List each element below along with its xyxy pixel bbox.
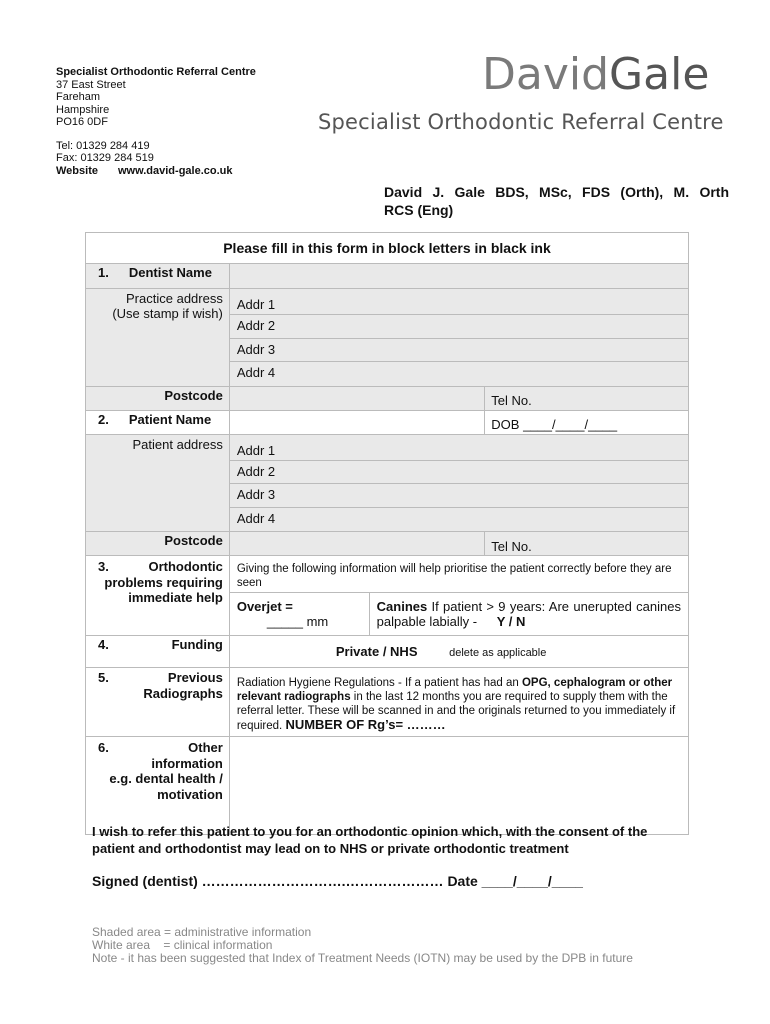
form-heading: Please fill in this form in block letters in black ink [86, 233, 689, 264]
sender-fax: Fax: 01329 284 519 [56, 152, 154, 164]
footer-white-note: White area = clinical information [92, 938, 273, 952]
radiographs-text1: Radiation Hygiene Regulations - If a patient has had an [236, 677, 522, 689]
sender-line4: PO16 0DF [56, 116, 108, 128]
funding-field[interactable] [229, 636, 688, 668]
sender-name: Specialist Orthodontic Referral Centre [56, 66, 256, 78]
sender-line2: Fareham [56, 91, 101, 103]
canines-question: If patient > 9 years: Are unerupted canines palpable labially - [376, 599, 681, 629]
other-label-line2: information [151, 755, 223, 771]
signature-line[interactable]: Signed (dentist) ………………………….………………… Date ____/____/____ [92, 873, 583, 889]
dob-label: DOB ____/____/____ [491, 416, 618, 432]
practice-address-field[interactable] [229, 289, 688, 387]
canines-field[interactable] [369, 593, 688, 636]
dob-field[interactable] [485, 410, 689, 434]
other-label-line4: motivation [157, 786, 223, 802]
dentist-name-field[interactable] [229, 264, 688, 289]
website-link[interactable]: www.david-gale.co.uk [117, 164, 233, 177]
section-number: 2. [98, 411, 109, 427]
practice-addr-4[interactable]: Addr 4 [236, 365, 276, 380]
logo-gale: Gale [609, 49, 710, 100]
canines-label: Canines [376, 599, 428, 614]
funding-options[interactable]: Private / NHS [335, 644, 418, 659]
logo [482, 50, 709, 100]
funding-text: Funding [171, 637, 223, 652]
patient-address-field[interactable] [229, 434, 688, 532]
footer-notes [92, 926, 633, 965]
patient-addr-3[interactable]: Addr 3 [230, 484, 688, 508]
overjet-label: Overjet = [236, 599, 293, 614]
ortho-label-line3: immediate help [128, 590, 223, 605]
patient-addr-2[interactable]: Addr 2 [230, 461, 688, 485]
referral-form [85, 232, 689, 835]
practice-stamp-hint: (Use stamp if wish) [112, 306, 223, 321]
referral-statement: I wish to refer this patient to you for an orthodontic opinion which, with the consent of the patient and orthodontist may lead on to NHS or private orthodontic treatment [92, 824, 648, 856]
patient-postcode-field[interactable] [229, 532, 484, 556]
practice-address-label [86, 289, 230, 387]
dentist-name-text: Dentist Name [128, 265, 212, 280]
practice-addr-1[interactable]: Addr 1 [230, 289, 688, 315]
overjet-field[interactable] [229, 593, 369, 636]
section-number: 4. [98, 637, 109, 652]
section-number: 1. [98, 265, 109, 280]
patient-address-label: Patient address [86, 434, 230, 532]
logo-david: David [482, 49, 610, 100]
doctor-credentials-line2: RCS (Eng) [384, 202, 454, 218]
website-label: Website [56, 164, 98, 177]
patient-tel-field[interactable] [485, 532, 689, 556]
overjet-unit: _____ mm [266, 614, 329, 629]
section-number: 3. [98, 559, 109, 574]
section-number: 5. [98, 670, 109, 685]
footer-shaded-note: Shaded area = administrative information [92, 925, 312, 939]
radiographs-types: OPG, cephalogram or other relevant radiographs [236, 677, 673, 703]
patient-name-field[interactable] [229, 410, 484, 434]
ortho-label-line1: Orthodontic [148, 559, 223, 574]
patient-postcode-label: Postcode [86, 532, 230, 556]
patient-addr-1[interactable]: Addr 1 [230, 435, 688, 461]
ortho-info-text: Giving the following information will help prioritise the patient correctly before they are seen [229, 556, 688, 593]
practice-postcode-label: Postcode [86, 386, 230, 410]
funding-note: delete as applicable [449, 647, 547, 659]
other-info-field[interactable] [229, 737, 688, 835]
radiographs-text2: in the last 12 months you are required to supply them with the referral letter. These will be scanned in and the originals returned to you immediately if required. [236, 691, 676, 732]
practice-addr-2[interactable]: Addr 2 [230, 315, 688, 339]
sender-line1: 37 East Street [56, 78, 126, 91]
dentist-name-label [86, 264, 230, 289]
practice-tel-field[interactable] [485, 386, 689, 410]
section-number: 6. [98, 740, 109, 755]
ortho-label-line2: problems requiring [104, 574, 223, 590]
funding-label [86, 636, 230, 668]
doctor-credentials: David J. Gale BDS, MSc, FDS (Orth), M. Orth [384, 184, 729, 200]
radiographs-count[interactable]: NUMBER OF Rg’s= ……… [285, 717, 446, 732]
other-info-label [86, 737, 230, 835]
radiographs-info [229, 668, 688, 737]
sender-line3: Hampshire [56, 103, 110, 116]
radiographs-label-line2: Radiographs [143, 686, 223, 701]
other-label-line3: e.g. dental health / [109, 771, 223, 786]
radiographs-label [86, 668, 230, 737]
practice-address-text: Practice address [126, 291, 223, 306]
sender-address [56, 66, 256, 177]
practice-addr-3[interactable]: Addr 3 [230, 339, 688, 363]
tel-label: Tel No. [491, 539, 532, 554]
patient-addr-4[interactable]: Addr 4 [236, 510, 276, 526]
practice-postcode-field[interactable] [229, 386, 484, 410]
canines-yes-no[interactable]: Y / N [496, 614, 526, 629]
tel-label: Tel No. [491, 392, 532, 408]
logo-subtitle: Specialist Orthodontic Referral Centre [318, 110, 724, 134]
sender-tel: Tel: 01329 284 419 [56, 139, 150, 152]
other-label-line1: Other [188, 740, 223, 755]
patient-name-label [86, 410, 230, 434]
ortho-problems-label [86, 556, 230, 636]
footer-iotn-note: Note - it has been suggested that Index of Treatment Needs (IOTN) may be used by the DPB in future [92, 951, 633, 965]
patient-name-text: Patient Name [128, 411, 212, 427]
radiographs-label-line1: Previous [167, 670, 223, 685]
